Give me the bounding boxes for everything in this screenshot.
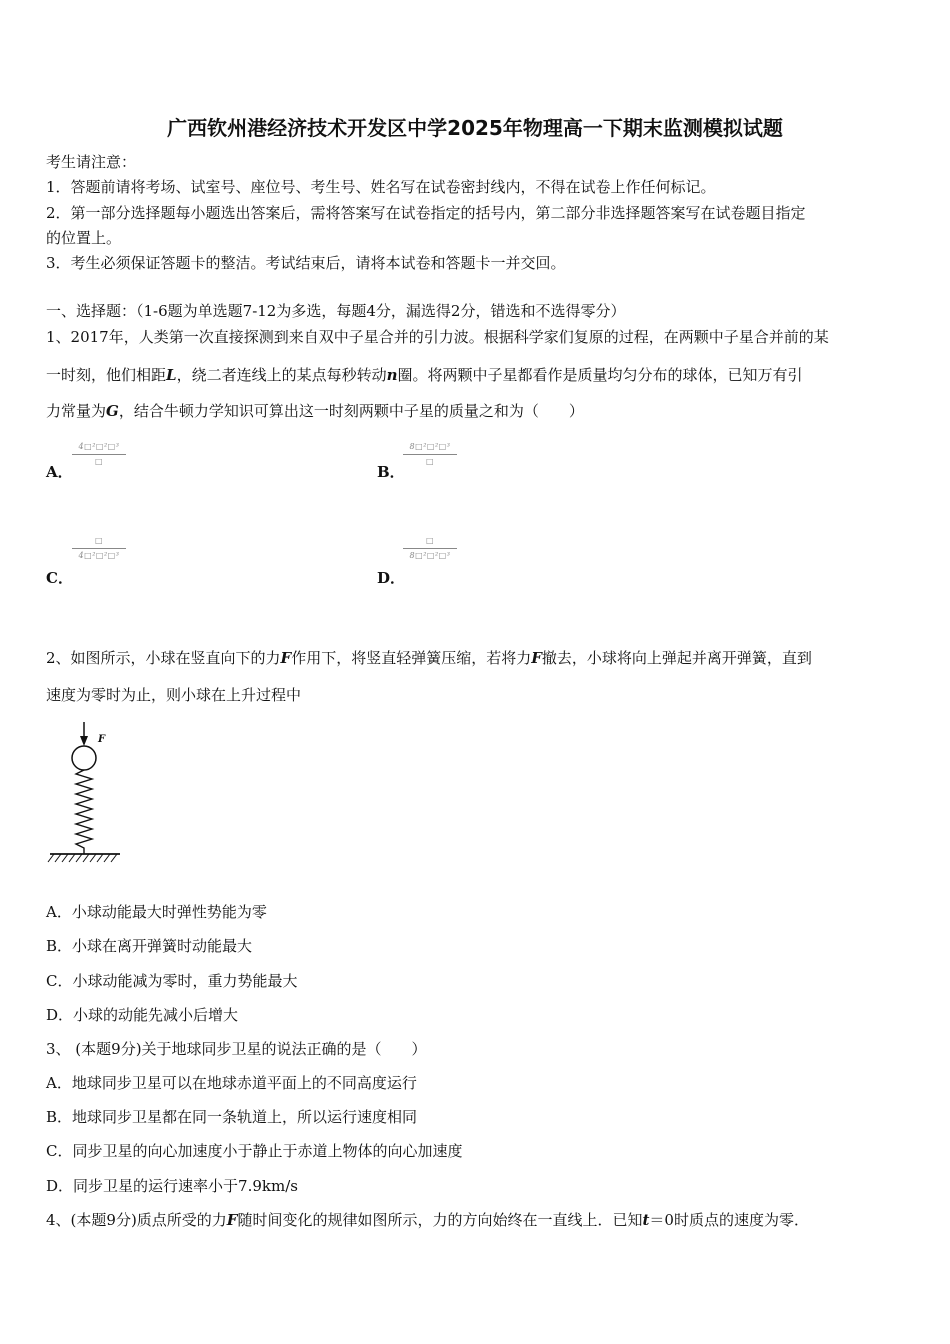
q1-line1: 1、2017年，人类第一次直接探测到来自双中子星合并的引力波。根据科学家们复原的过程，在两颗中子星合并前的某 <box>46 328 829 346</box>
section-heading: 一、选择题：（1-6题为单选题7-12为多选，每题4分，漏选得2分，错选和不选得零分） <box>46 302 626 320</box>
force-arrow-head <box>80 736 88 746</box>
q1-line3: 力常量为G，结合牛顿力学知识可算出这一时刻两颗中子星的质量之和为（ ） <box>46 402 584 420</box>
q3-stem: 3、 (本题9分)关于地球同步卫星的说法正确的是（ ） <box>46 1040 427 1058</box>
notice-item-2-cont: 的位置上。 <box>46 229 122 247</box>
q4-stem: 4、(本题9分)质点所受的力F随时间变化的规律如图所示，力的方向始终在一直线上．已知t＝0时质点的速度为零． <box>46 1211 809 1229</box>
var-F-2: F <box>531 649 542 667</box>
ball <box>72 746 96 770</box>
q1-option-c-formula: □ 4□²□²□³ <box>72 536 126 561</box>
q1-line2: 一时刻，他们相距L，绕二者连线上的某点每秒转动n圈。将两颗中子星都看作是质量均匀分布的球体，已知万有引 <box>46 366 803 384</box>
q3-option-d[interactable]: D．同步卫星的运行速率小于7.9km/s <box>46 1177 298 1195</box>
var-L: L <box>166 366 177 384</box>
var-G: G <box>106 402 119 420</box>
q1-option-d-formula: □ 8□²□²□³ <box>403 536 457 561</box>
q1-option-b-label[interactable]: B． <box>377 463 405 481</box>
q2-line2: 速度为零时为止，则小球在上升过程中 <box>46 686 302 704</box>
q1-option-a-formula: 4□²□²□³ □ <box>72 442 126 467</box>
var-F: F <box>280 649 292 667</box>
q3-option-c[interactable]: C．同步卫星的向心加速度小于静止于赤道上物体的向心加速度 <box>46 1142 463 1160</box>
notice-heading: 考生请注意： <box>46 153 137 171</box>
q2-line1: 2、如图所示，小球在竖直向下的力F作用下，将竖直轻弹簧压缩，若将力F撤去，小球将向上弹起并离开弹簧，直到 <box>46 649 812 667</box>
q1-option-a-label[interactable]: A． <box>46 463 73 481</box>
q1-option-c-label[interactable]: C． <box>46 569 73 587</box>
notice-item-2: 2．第一部分选择题每小题选出答案后，需将答案写在试卷指定的括号内，第二部分非选择题答案写在试卷题目指定 <box>46 204 806 222</box>
q2-option-b[interactable]: B．小球在离开弹簧时动能最大 <box>46 937 253 955</box>
notice-item-1: 1．答题前请将考场、试室号、座位号、考生号、姓名写在试卷密封线内，不得在试卷上作任何标记。 <box>46 178 716 196</box>
q2-option-c[interactable]: C．小球动能减为零时，重力势能最大 <box>46 972 298 990</box>
q2-option-d[interactable]: D．小球的动能先减小后增大 <box>46 1006 239 1024</box>
var-F-q4: F <box>226 1211 238 1229</box>
page-title: 广西钦州港经济技术开发区中学2025年物理高一下期末监测模拟试题 <box>167 116 783 140</box>
var-t: t <box>642 1211 650 1229</box>
notice-item-3: 3．考生必须保证答题卡的整洁。考试结束后，请将本试卷和答题卡一并交回。 <box>46 254 566 272</box>
q1-option-d-label[interactable]: D． <box>377 569 406 587</box>
spring <box>76 770 92 854</box>
force-label: F <box>98 734 106 745</box>
ground-hatch <box>48 854 117 862</box>
q3-option-a[interactable]: A．地球同步卫星可以在地球赤道平面上的不同高度运行 <box>46 1074 417 1092</box>
q3-option-b[interactable]: B．地球同步卫星都在同一条轨道上，所以运行速度相同 <box>46 1108 418 1126</box>
q1-option-b-formula: 8□²□²□³ □ <box>403 442 457 467</box>
spring-ball-figure <box>46 720 126 870</box>
q2-option-a[interactable]: A．小球动能最大时弹性势能为零 <box>46 903 267 921</box>
var-n: n <box>386 366 398 384</box>
